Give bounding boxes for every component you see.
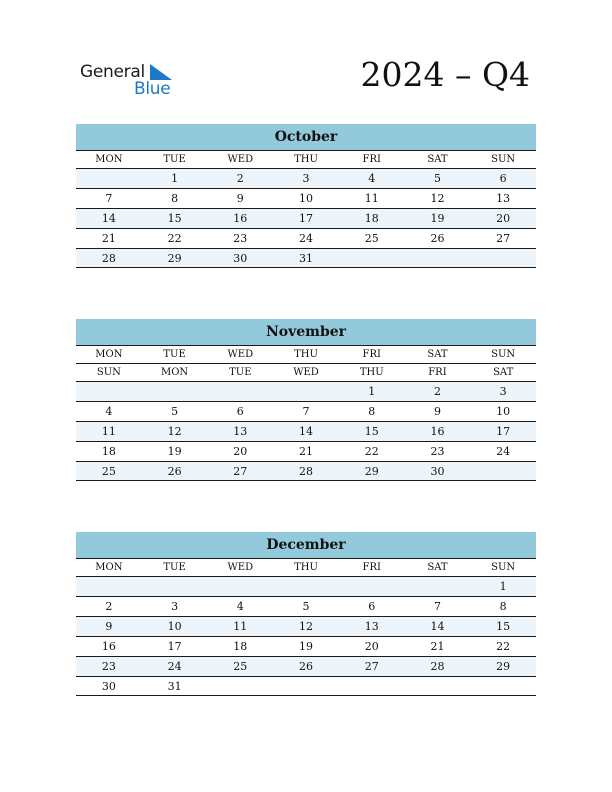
day-cell: 1 <box>171 172 179 185</box>
day-cell: 25 <box>101 465 116 478</box>
day-cell: 10 <box>496 405 511 418</box>
weekday-label: MON <box>95 349 123 360</box>
day-cell: 20 <box>233 445 248 458</box>
day-cell: 28 <box>101 252 116 265</box>
day-cell: 10 <box>299 192 314 205</box>
weekday-header-row <box>76 558 536 576</box>
day-cell: 19 <box>430 212 445 225</box>
day-cell: 23 <box>430 445 445 458</box>
weekday-label: SUN <box>491 154 516 165</box>
day-cell: 12 <box>299 620 314 633</box>
day-cell <box>273 577 339 596</box>
day-cell <box>470 249 536 267</box>
weekday-label: WED <box>227 349 254 360</box>
day-cell: 9 <box>236 192 244 205</box>
month-header: November <box>76 319 536 345</box>
weekday-header-row <box>76 345 536 363</box>
weekday-label: FRI <box>428 367 447 378</box>
day-cell <box>207 677 273 695</box>
day-cell: 3 <box>171 600 179 613</box>
day-cell: 5 <box>302 600 310 613</box>
day-cell <box>405 249 471 267</box>
day-cell: 16 <box>430 425 445 438</box>
calendar-november <box>76 319 536 481</box>
day-cell: 13 <box>496 192 511 205</box>
day-cell: 12 <box>167 425 182 438</box>
day-cell: 5 <box>171 405 179 418</box>
day-cell: 8 <box>499 600 507 613</box>
day-cell: 6 <box>499 172 507 185</box>
day-cell: 20 <box>496 212 511 225</box>
week-row <box>76 576 536 596</box>
week-row <box>76 441 536 461</box>
day-cell <box>207 577 273 596</box>
day-cell: 17 <box>496 425 511 438</box>
weekday-label: MON <box>95 562 123 573</box>
day-cell: 11 <box>233 620 248 633</box>
weekday-label: TUE <box>163 154 186 165</box>
logo-text-blue: Blue <box>134 79 171 99</box>
day-cell <box>142 577 208 596</box>
day-cell <box>207 382 273 401</box>
day-cell: 21 <box>430 640 445 653</box>
day-cell: 2 <box>236 172 244 185</box>
day-cell: 19 <box>167 445 182 458</box>
weekday-label: TUE <box>163 349 186 360</box>
day-cell: 3 <box>302 172 310 185</box>
weekday-label: TUE <box>163 562 186 573</box>
week-row <box>76 656 536 676</box>
weekday-label: SAT <box>427 562 448 573</box>
day-cell <box>273 382 339 401</box>
week-row <box>76 616 536 636</box>
day-cell: 9 <box>433 405 441 418</box>
day-cell <box>470 677 536 695</box>
day-cell: 14 <box>101 212 116 225</box>
day-cell: 7 <box>302 405 310 418</box>
day-cell: 11 <box>364 192 379 205</box>
day-cell: 26 <box>167 465 182 478</box>
weekday-label: THU <box>294 349 318 360</box>
day-cell: 30 <box>430 465 445 478</box>
day-cell: 17 <box>299 212 314 225</box>
day-cell: 2 <box>105 600 113 613</box>
day-cell: 29 <box>167 252 182 265</box>
day-cell: 1 <box>368 385 376 398</box>
page-title: 2024 – Q4 <box>360 55 530 94</box>
day-cell: 21 <box>299 445 314 458</box>
day-cell: 12 <box>430 192 445 205</box>
day-cell: 19 <box>299 640 314 653</box>
week-row <box>76 248 536 268</box>
weekday-label: SUN <box>491 562 516 573</box>
day-cell: 5 <box>433 172 441 185</box>
day-cell: 8 <box>368 405 376 418</box>
day-cell <box>76 169 142 188</box>
day-cell: 17 <box>167 640 182 653</box>
day-cell: 31 <box>167 680 182 693</box>
calendar-december <box>76 532 536 696</box>
day-cell: 14 <box>430 620 445 633</box>
day-cell: 4 <box>105 405 113 418</box>
week-row <box>76 596 536 616</box>
week-row <box>76 208 536 228</box>
day-cell: 2 <box>433 385 441 398</box>
day-cell: 10 <box>167 620 182 633</box>
weekday-label: FRI <box>362 562 381 573</box>
week-row <box>76 188 536 208</box>
weekday-label: THU <box>294 154 318 165</box>
day-cell: 18 <box>101 445 116 458</box>
week-row <box>76 381 536 401</box>
day-cell: 16 <box>233 212 248 225</box>
day-cell <box>339 677 405 695</box>
day-cell: 22 <box>167 232 182 245</box>
day-cell: 25 <box>233 660 248 673</box>
week-row <box>76 461 536 481</box>
day-cell: 29 <box>496 660 511 673</box>
day-cell: 13 <box>233 425 248 438</box>
day-cell: 22 <box>496 640 511 653</box>
day-cell: 24 <box>299 232 314 245</box>
weekday-label: WED <box>227 562 254 573</box>
day-cell <box>405 677 471 695</box>
day-cell: 30 <box>101 680 116 693</box>
month-header: December <box>76 532 536 558</box>
day-cell: 27 <box>364 660 379 673</box>
day-cell <box>273 677 339 695</box>
weekday-header-row <box>76 363 536 381</box>
day-cell: 26 <box>430 232 445 245</box>
day-cell <box>339 577 405 596</box>
day-cell: 18 <box>364 212 379 225</box>
day-cell: 13 <box>364 620 379 633</box>
week-row <box>76 228 536 248</box>
weekday-label: SAT <box>427 349 448 360</box>
weekday-label: MON <box>95 154 123 165</box>
weekday-label: SAT <box>493 367 514 378</box>
weekday-label: SUN <box>96 367 121 378</box>
day-cell: 15 <box>364 425 379 438</box>
weekday-label: FRI <box>362 349 381 360</box>
week-row <box>76 676 536 696</box>
day-cell <box>470 462 536 480</box>
week-row <box>76 636 536 656</box>
weekday-label: THU <box>294 562 318 573</box>
day-cell: 14 <box>299 425 314 438</box>
day-cell: 29 <box>364 465 379 478</box>
day-cell: 23 <box>233 232 248 245</box>
logo <box>80 62 180 102</box>
weekday-label: WED <box>227 154 254 165</box>
day-cell: 6 <box>368 600 376 613</box>
day-cell: 30 <box>233 252 248 265</box>
day-cell: 16 <box>101 640 116 653</box>
day-cell: 7 <box>433 600 441 613</box>
day-cell: 9 <box>105 620 113 633</box>
day-cell <box>76 577 142 596</box>
day-cell: 24 <box>167 660 182 673</box>
logo-text-general: General <box>80 62 145 82</box>
logo-triangle-icon <box>150 64 172 80</box>
week-row <box>76 168 536 188</box>
month-header: October <box>76 124 536 150</box>
day-cell: 11 <box>101 425 116 438</box>
weekday-label: SUN <box>491 349 516 360</box>
day-cell: 21 <box>101 232 116 245</box>
day-cell: 15 <box>496 620 511 633</box>
weekday-label: FRI <box>362 154 381 165</box>
day-cell: 6 <box>236 405 244 418</box>
day-cell <box>339 249 405 267</box>
day-cell <box>142 382 208 401</box>
week-row <box>76 401 536 421</box>
day-cell: 23 <box>101 660 116 673</box>
day-cell <box>76 382 142 401</box>
day-cell: 22 <box>364 445 379 458</box>
weekday-header-row <box>76 150 536 168</box>
day-cell: 3 <box>499 385 507 398</box>
day-cell: 27 <box>496 232 511 245</box>
day-cell: 28 <box>430 660 445 673</box>
day-cell: 26 <box>299 660 314 673</box>
day-cell: 27 <box>233 465 248 478</box>
weekday-label: THU <box>359 367 384 378</box>
day-cell: 15 <box>167 212 182 225</box>
day-cell: 8 <box>171 192 179 205</box>
day-cell: 18 <box>233 640 248 653</box>
day-cell: 7 <box>105 192 113 205</box>
day-cell <box>405 577 471 596</box>
day-cell: 1 <box>499 580 507 593</box>
weekday-label: SAT <box>427 154 448 165</box>
weekday-label: TUE <box>229 367 252 378</box>
day-cell: 31 <box>299 252 314 265</box>
week-row <box>76 421 536 441</box>
weekday-label: WED <box>293 367 319 378</box>
calendar-october <box>76 124 536 268</box>
day-cell: 20 <box>364 640 379 653</box>
day-cell: 28 <box>299 465 314 478</box>
weekday-label: MON <box>160 367 189 378</box>
day-cell: 25 <box>364 232 379 245</box>
day-cell: 4 <box>236 600 244 613</box>
day-cell: 24 <box>496 445 511 458</box>
day-cell: 4 <box>368 172 376 185</box>
